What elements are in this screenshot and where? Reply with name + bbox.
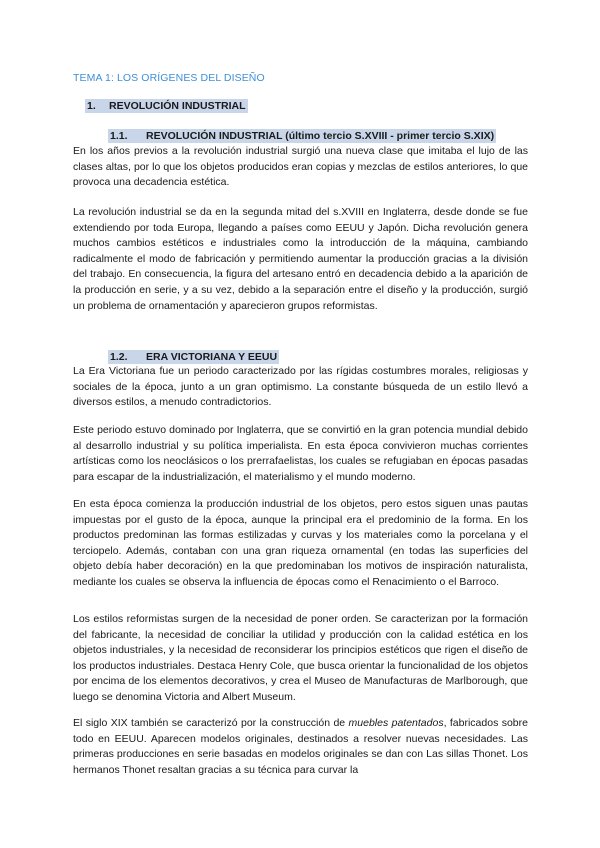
section-1-title: REVOLUCIÓN INDUSTRIAL [109, 100, 246, 112]
paragraph: Este periodo estuvo dominado por Inglaterra, que se convirtió en la gran potencia mundial debido al desarrollo industrial y su política imperialista. En esta época convivieron muchas corrientes artísticas como los neoclásicos o los prerrafaelistas, los cuales se refugiaban en épocas pasadas para escapar de la industrialización, el materialismo y el mundo moderno. [73, 424, 528, 483]
paragraph: En esta época comienza la producción industrial de los objetos, pero estos siguen unas pautas impuestas por el gusto de la época, aunque la principal era el predominio de la forma. En los productos predominan las formas estilizadas y curvas y los materiales como la porcelana y el terciopelo. Además, contaban con una gran riqueza ornamental (en todas las superficies del objeto debía haber decoración) en la que predominaban los motivos de inspiración naturalista, mediante los cuales se observa la influencia de épocas como el Renacimiento o el Barroco. [73, 498, 528, 588]
italic-term: muebles patentados [348, 717, 444, 729]
section-1-1-heading [108, 130, 496, 142]
topic-title: TEMA 1: LOS ORÍGENES DEL DISEÑO [73, 72, 265, 84]
paragraph: En los años previos a la revolución industrial surgió una nueva clase que imitaba el lujo de las clases altas, por lo que los objetos producidos eran copias y mezclas de estilos anteriores, lo que provoca una decadencia estética. [73, 145, 528, 189]
section-1-2-number: 1.2. [110, 351, 128, 363]
section-1-number: 1. [87, 100, 96, 112]
paragraph: La revolución industrial se da en la segunda mitad del s.XVIII en Inglaterra, desde donde se fue extendiendo por toda Europa, llegando a países como EEUU y Japón. Dicha revolución genera muchos cambios estéticos e industriales como la introducción de la máquina, cambiando radicalmente el modo de fabricación y permitiendo aumentar la producción gracias a la división del trabajo. En consecuencia, la figura del artesano entró en decadencia debido a la aparición de la producción en serie, y a su vez, debido a la separación entre el diseño y la producción, surgió un problema de ornamentación y aparecieron grupos reformistas. [73, 206, 528, 312]
section-1-2-heading [108, 351, 279, 363]
paragraph-text: , fabricados sobre todo en EEUU. Aparecen modelos originales, destinados a resolver nuevas necesidades. Las primeras producciones en serie basadas en modelos originales se dan con Las sillas Thonet. Los hermanos Thonet resaltan gracias a su técnica para curvar la [73, 717, 528, 776]
section-1-1-title: REVOLUCIÓN INDUSTRIAL (último tercio S.XVIII - primer tercio S.XIX) [146, 130, 495, 142]
section-1-heading [85, 100, 248, 112]
paragraph-last [73, 716, 528, 778]
paragraph: La Era Victoriana fue un periodo caracterizado por las rígidas costumbres morales, religiosas y sociales de la época, junto a un gran optimismo. La constante búsqueda de un estilo llevó a diversos estilos, a menudo contradictorios. [73, 365, 528, 409]
section-1-2-title: ERA VICTORIANA Y EEUU [146, 351, 278, 363]
paragraph: Los estilos reformistas surgen de la necesidad de poner orden. Se caracterizan por la formación del fabricante, la necesidad de conciliar la utilidad y producción con la calidad estética en los objetos industriales, y la necesidad de reconsiderar los principios estéticos que rigen el diseño de los productos industriales. Destaca Henry Cole, que busca orientar la funcionalidad de los objetos por encima de los elementos decorativos, y crea el Museo de Manufacturas de Marlborough, que luego se denomina Victoria and Albert Museum. [73, 613, 528, 703]
section-1-1-number: 1.1. [110, 130, 128, 142]
paragraph-text: El siglo XIX también se caracterizó por la construcción de [73, 717, 349, 729]
